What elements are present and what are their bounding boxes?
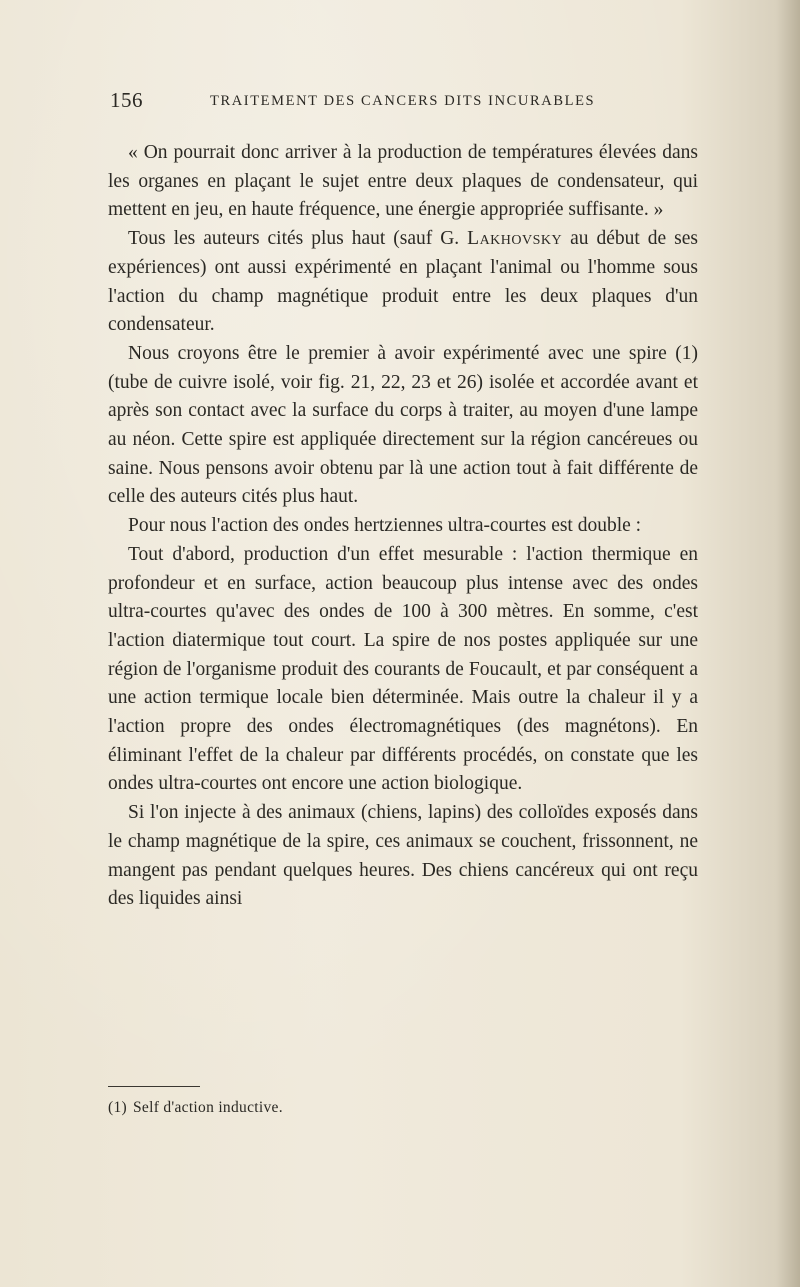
footnote [108, 1099, 283, 1117]
paragraph-quote: « On pourrait donc arriver à la production de températures élevées dans les organes en plaçant le sujet entre deux plaques de condensateur, qui mettent en jeu, en haute fréquence, une énergie appropriée suffisante. » [108, 142, 698, 221]
paragraph-authors [108, 225, 698, 340]
paragraph-text: Tous les auteurs cités plus haut (sauf G. [128, 228, 468, 250]
body-text [108, 139, 698, 914]
running-title: TRAITEMENT DES CANCERS DITS INCURABLES [210, 93, 596, 109]
footnote-text: Self d'action inductive. [132, 1099, 283, 1116]
paragraph-double-action: Pour nous l'action des ondes hertziennes ultra-courtes est double : [128, 515, 642, 537]
page-number: 156 [110, 88, 143, 112]
paragraph-spire: Nous croyons être le premier à avoir expérimenté avec une spire (1) (tube de cuivre isolé, voir fig. 21, 22, 23 et 26) isolée et accordée avant et après son contact avec la surface du corps à traiter, au moyen d'une lampe au néon. Cette spire est appliquée directement sur la région cancéreues ou saine. Nous pensons avoir obtenu par là une action tout à fait différente de celle des auteurs cités plus haut. [108, 342, 698, 508]
paragraph-text: au début de ses expériences) ont aussi expérimenté en plaçant l'animal ou l'homme sous l'action du champ magnétique produit entre les deux plaques d'un condensateur. [108, 228, 698, 336]
footnote-divider [108, 1086, 200, 1087]
paragraph-colloids: Si l'on injecte à des animaux (chiens, lapins) des colloïdes exposés dans le champ magnétique de la spire, ces animaux se couchent, frissonnent, ne mangent pas pendant quelques heures. Des chiens cancéreux qui ont reçu des liquides ainsi [108, 802, 698, 910]
page-header [110, 88, 710, 114]
author-name: Lakhovsky [467, 228, 563, 250]
footnote-mark: (1) [108, 1099, 127, 1116]
paragraph-thermal-effect: Tout d'abord, production d'un effet mesurable : l'action thermique en profondeur et en surface, action beaucoup plus intense avec des ondes ultra-courtes qu'avec des ondes de 100 à 300 mètres. En somme, c'est l'action diatermique tout court. La spire de nos postes appliquée sur une région de l'organisme produit des courants de Foucault, et par conséquent a une action termique locale bien déterminée. Mais outre la chaleur il y a l'action propre des ondes électromagnétiques (des magnétons). En éliminant l'effet de la chaleur par différents procédés, on constate que les ondes ultra-courtes ont encore une action biologique. [108, 543, 698, 795]
